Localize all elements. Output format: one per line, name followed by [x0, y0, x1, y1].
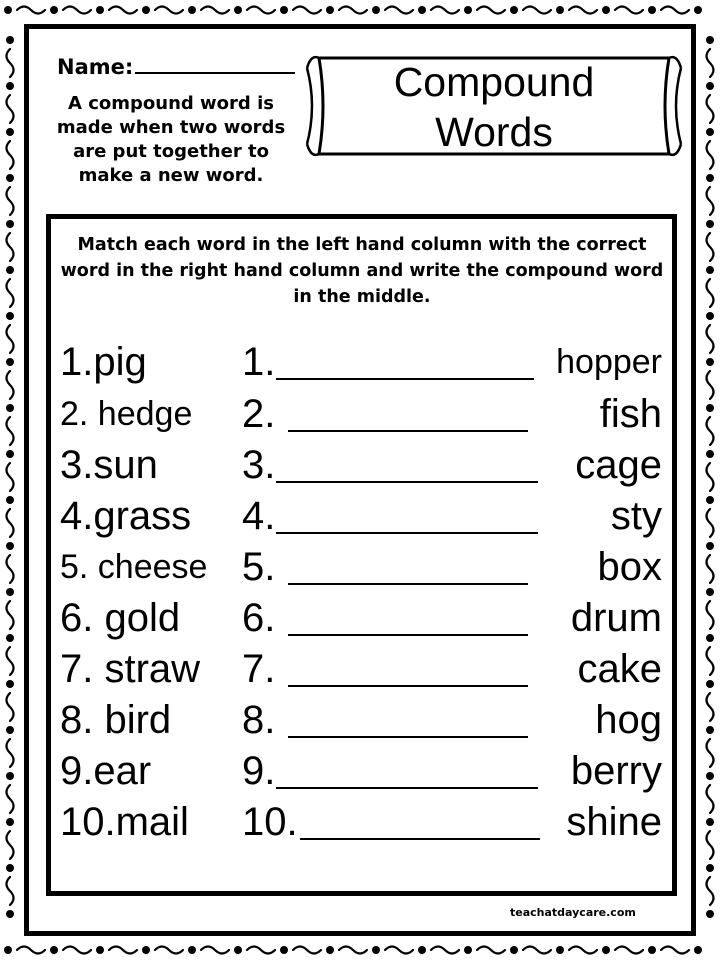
name-line[interactable] — [135, 52, 295, 74]
border-dot — [706, 864, 714, 872]
right-word: drum — [570, 596, 662, 640]
right-word: cage — [575, 443, 662, 487]
border-squiggle — [17, 947, 45, 954]
border-squiggle — [569, 7, 597, 14]
match-row — [0, 747, 720, 797]
left-word: 3.sun — [60, 443, 158, 487]
border-dot — [648, 946, 656, 954]
border-squiggle — [293, 7, 321, 14]
border-squiggle — [201, 7, 229, 14]
match-row — [0, 594, 720, 644]
border-dot — [188, 946, 196, 954]
border-squiggle — [17, 7, 45, 14]
match-row — [0, 441, 720, 491]
border-squiggle — [707, 141, 714, 169]
border-squiggle — [477, 947, 505, 954]
answer-number: 4. — [242, 494, 276, 538]
border-dot — [188, 6, 196, 14]
border-dot — [418, 946, 426, 954]
answer-blank[interactable] — [276, 481, 538, 483]
match-row — [0, 645, 720, 695]
match-row — [0, 492, 720, 542]
match-row — [0, 696, 720, 746]
border-squiggle — [201, 947, 229, 954]
border-dot — [234, 6, 242, 14]
left-word: 10.mail — [60, 800, 189, 844]
answer-blank[interactable] — [276, 787, 538, 789]
right-word: cake — [577, 647, 662, 691]
border-squiggle — [339, 947, 367, 954]
answer-number: 6. — [242, 596, 276, 640]
border-dot — [4, 6, 12, 14]
border-squiggle — [661, 7, 689, 14]
answer-number: 8. — [242, 698, 276, 742]
border-squiggle — [569, 947, 597, 954]
name-field[interactable] — [57, 52, 295, 79]
left-word: 2. hedge — [60, 395, 193, 433]
left-word: 5. cheese — [60, 548, 208, 586]
answer-number: 9. — [242, 749, 276, 793]
match-row — [0, 390, 720, 440]
right-word: berry — [570, 749, 662, 793]
border-dot — [648, 6, 656, 14]
match-row — [0, 543, 720, 593]
left-word: 7. straw — [60, 647, 201, 691]
border-squiggle — [707, 95, 714, 123]
answer-number: 10. — [242, 800, 298, 844]
border-dot — [234, 946, 242, 954]
border-dot — [602, 6, 610, 14]
border-squiggle — [615, 947, 643, 954]
border-dot — [464, 946, 472, 954]
definition-text: A compound word is made when two words are put together to make a new word. — [56, 93, 286, 186]
border-squiggle — [385, 947, 413, 954]
border-dot — [556, 6, 564, 14]
border-dot — [706, 82, 714, 90]
border-squiggle — [7, 141, 14, 169]
border-dot — [706, 36, 714, 44]
border-squiggle — [7, 279, 14, 307]
border-dot — [326, 6, 334, 14]
border-squiggle — [707, 187, 714, 215]
title-line-2: Words — [435, 109, 553, 155]
border-dot — [6, 36, 14, 44]
border-dot — [6, 864, 14, 872]
border-squiggle — [7, 187, 14, 215]
border-dot — [6, 312, 14, 320]
border-squiggle — [431, 7, 459, 14]
border-squiggle — [155, 7, 183, 14]
answer-blank[interactable] — [288, 583, 528, 585]
border-squiggle — [707, 233, 714, 261]
answer-blank[interactable] — [288, 634, 528, 636]
answer-blank[interactable] — [276, 532, 538, 534]
border-dot — [6, 82, 14, 90]
border-squiggle — [293, 947, 321, 954]
left-word: 8. bird — [60, 698, 172, 742]
answer-blank[interactable] — [288, 430, 528, 432]
border-dot — [96, 6, 104, 14]
border-squiggle — [339, 7, 367, 14]
border-dot — [96, 946, 104, 954]
border-squiggle — [7, 95, 14, 123]
border-squiggle — [477, 7, 505, 14]
border-squiggle — [431, 947, 459, 954]
match-row — [0, 338, 720, 388]
border-dot — [464, 6, 472, 14]
border-dot — [6, 266, 14, 274]
left-word: 4.grass — [60, 494, 192, 538]
right-word: shine — [566, 800, 662, 844]
right-word: hopper — [556, 343, 662, 381]
border-dot — [706, 220, 714, 228]
border-squiggle — [385, 7, 413, 14]
border-squiggle — [615, 7, 643, 14]
border-squiggle — [109, 947, 137, 954]
border-dot — [50, 6, 58, 14]
border-dot — [4, 946, 12, 954]
footer-credit: teachatdaycare.com — [510, 906, 636, 919]
answer-number: 3. — [242, 443, 276, 487]
name-label: Name: — [57, 55, 134, 79]
border-squiggle — [707, 279, 714, 307]
answer-blank[interactable] — [288, 736, 528, 738]
border-squiggle — [7, 49, 14, 77]
border-dot — [50, 946, 58, 954]
border-dot — [706, 910, 714, 918]
border-squiggle — [707, 49, 714, 77]
answer-number: 1. — [242, 340, 276, 384]
border-squiggle — [7, 877, 14, 905]
border-squiggle — [155, 947, 183, 954]
instructions-text: Match each word in the left hand column with the correct word in the right hand column and write the compound word in the middle. — [60, 235, 664, 307]
left-word: 1.pig — [60, 340, 147, 384]
border-dot — [6, 174, 14, 182]
border-squiggle — [707, 877, 714, 905]
border-dot — [6, 910, 14, 918]
border-squiggle — [523, 947, 551, 954]
border-dot — [326, 946, 334, 954]
border-dot — [280, 6, 288, 14]
border-squiggle — [7, 233, 14, 261]
border-dot — [372, 6, 380, 14]
right-word: sty — [610, 494, 662, 538]
answer-blank[interactable] — [288, 685, 528, 687]
border-dot — [706, 128, 714, 136]
border-dot — [556, 946, 564, 954]
border-dot — [372, 946, 380, 954]
border-dot — [6, 128, 14, 136]
border-dot — [142, 946, 150, 954]
border-dot — [6, 220, 14, 228]
left-word: 9.ear — [60, 749, 152, 793]
border-squiggle — [63, 947, 91, 954]
page-title — [301, 57, 687, 157]
left-word: 6. gold — [60, 596, 181, 640]
right-word: fish — [599, 392, 662, 436]
border-dot — [510, 946, 518, 954]
right-word: hog — [595, 698, 662, 742]
answer-blank[interactable] — [276, 378, 534, 380]
border-dot — [706, 266, 714, 274]
right-word: box — [597, 545, 662, 589]
title-banner — [301, 46, 687, 166]
border-dot — [706, 312, 714, 320]
border-squiggle — [109, 7, 137, 14]
border-squiggle — [661, 947, 689, 954]
answer-number: 2. — [242, 392, 276, 436]
answer-number: 7. — [242, 647, 276, 691]
title-line-1: Compound — [393, 59, 595, 105]
border-squiggle — [63, 7, 91, 14]
border-dot — [280, 946, 288, 954]
border-squiggle — [247, 947, 275, 954]
border-squiggle — [247, 7, 275, 14]
border-squiggle — [523, 7, 551, 14]
border-dot — [602, 946, 610, 954]
border-dot — [694, 946, 702, 954]
border-dot — [694, 6, 702, 14]
match-row — [0, 798, 720, 848]
answer-blank[interactable] — [300, 838, 540, 840]
border-dot — [142, 6, 150, 14]
border-dot — [510, 6, 518, 14]
border-dot — [418, 6, 426, 14]
answer-number: 5. — [242, 545, 276, 589]
border-dot — [706, 174, 714, 182]
